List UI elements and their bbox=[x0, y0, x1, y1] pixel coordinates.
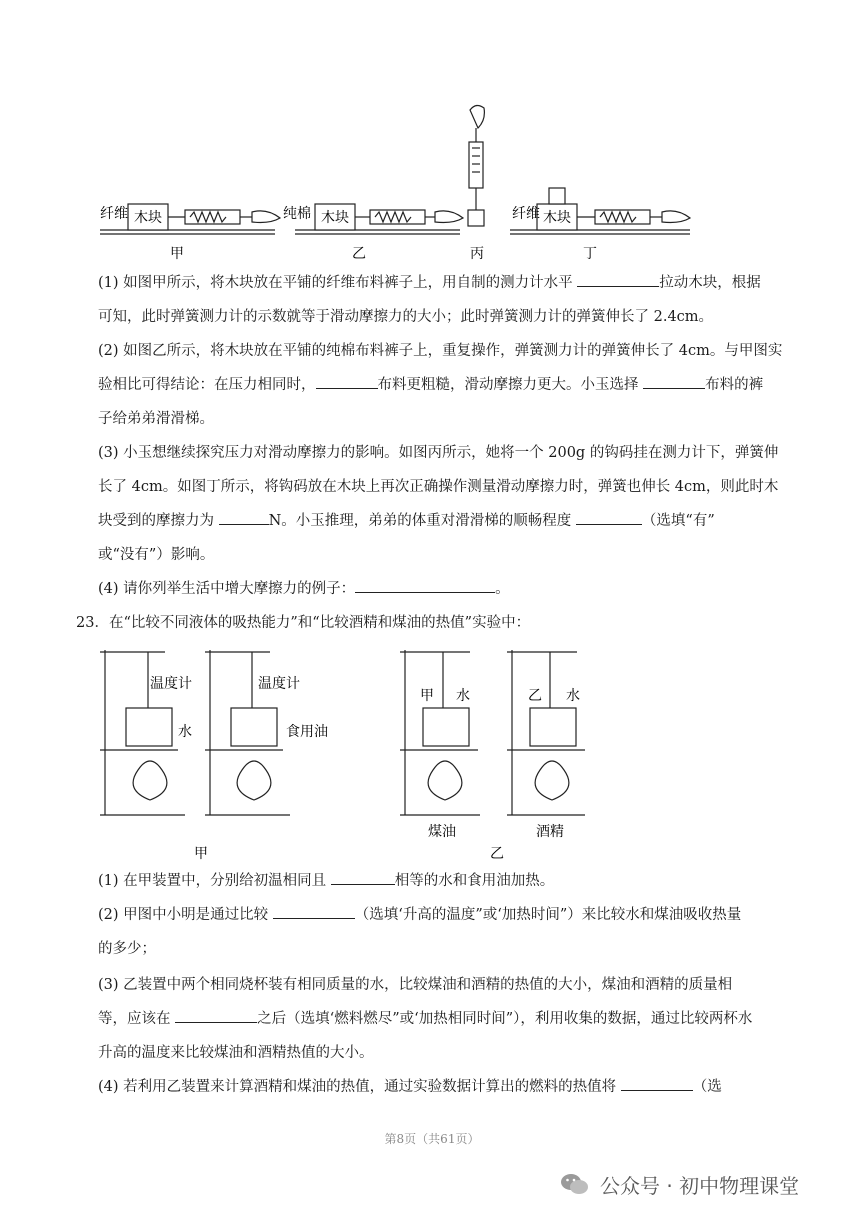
answer-blank[interactable] bbox=[576, 510, 642, 525]
answer-blank[interactable] bbox=[273, 904, 355, 919]
answer-blank[interactable] bbox=[316, 374, 378, 389]
q23-p2c: 的多少； bbox=[98, 941, 156, 957]
q22-p2c: 布料更粗糙，滑动摩擦力更大。小玉选择 bbox=[377, 377, 644, 393]
q22-p3a: (3) 小玉想继续探究压力对滑动摩擦力的影响。如图丙所示，她将一个 200g 的钩码挂在测力计下，弹簧伸 bbox=[98, 445, 779, 461]
q22-p4b: 。 bbox=[495, 581, 510, 597]
label-fiber-2: 纤维 bbox=[512, 206, 540, 222]
q23-p4a: (4) 若利用乙装置来计算酒精和煤油的热值，通过实验数据计算出的燃料的热值将 bbox=[98, 1079, 621, 1095]
q22-part3 bbox=[98, 436, 794, 572]
q22-part1 bbox=[98, 266, 794, 334]
watermark bbox=[560, 1170, 799, 1199]
q23-part3 bbox=[98, 968, 794, 1070]
watermark-text: 公众号 · 初中物理课堂 bbox=[600, 1174, 800, 1198]
q23-p1b: 相等的水和食用油加热。 bbox=[394, 873, 555, 889]
caption-jia: 甲 bbox=[170, 246, 184, 262]
label-oil: 食用油 bbox=[286, 724, 328, 740]
q22-p3b: 长了 4cm。如图丁所示，将钩码放在木块上再次正确操作测量滑动摩擦力时，弹簧也伸长 4cm，则此时木 bbox=[98, 479, 779, 495]
answer-blank[interactable] bbox=[219, 510, 269, 525]
q22-p3d: N。小玉推理，弟弟的体重对滑滑梯的顺畅程度 bbox=[268, 513, 576, 529]
q23-part1 bbox=[98, 864, 794, 898]
caption-bing: 丙 bbox=[470, 246, 484, 262]
q22-p2e: 子给弟弟滑滑梯。 bbox=[98, 411, 214, 427]
label-block-3: 木块 bbox=[543, 210, 571, 226]
q22-p3e: （选填“有” bbox=[641, 513, 715, 529]
q23-p3b: 等，应该在 bbox=[98, 1011, 176, 1027]
caption-ding: 丁 bbox=[583, 246, 597, 262]
figure-friction-setup bbox=[90, 100, 710, 265]
label-water-3: 水 bbox=[566, 688, 580, 704]
answer-blank[interactable] bbox=[643, 374, 705, 389]
label-water-1: 水 bbox=[178, 724, 192, 740]
caption-jia-23: 甲 bbox=[194, 846, 208, 862]
figure-heating-setup bbox=[90, 640, 630, 865]
q22-p1b: 拉动木块，根据 bbox=[659, 275, 761, 291]
q22-p3f: 或“没有”）影响。 bbox=[98, 547, 215, 563]
label-jia-small: 甲 bbox=[420, 688, 434, 704]
q22-p2d: 布料的裤 bbox=[705, 377, 764, 393]
label-thermometer-1: 温度计 bbox=[150, 676, 192, 692]
label-alcohol: 酒精 bbox=[536, 824, 564, 840]
caption-yi-23: 乙 bbox=[490, 846, 504, 862]
label-cotton: 纯棉 bbox=[283, 206, 311, 222]
q22-part2 bbox=[98, 334, 794, 436]
label-water-2: 水 bbox=[456, 688, 470, 704]
q22-p4a: (4) 请你列举生活中增大摩擦力的例子： bbox=[98, 581, 356, 597]
label-fiber-1: 纤维 bbox=[100, 206, 128, 222]
q23-title-text: 23．在“比较不同液体的吸热能力”和“比较酒精和煤油的热值”实验中： bbox=[76, 615, 531, 631]
q22-p1a: (1) 如图甲所示，将木块放在平铺的纤维布料裤子上，用自制的测力计水平 bbox=[98, 275, 578, 291]
q23-p2b: （选填‘升高的温度”或‘加热时间”）来比较水和煤油吸收热量 bbox=[354, 907, 742, 923]
page-footer: 第8页（共61页） bbox=[384, 1132, 480, 1146]
answer-blank[interactable] bbox=[577, 272, 659, 287]
q23-part2 bbox=[98, 898, 794, 966]
q23-title bbox=[76, 606, 794, 640]
q22-p2a: (2) 如图乙所示，将木块放在平铺的纯棉布料裤子上，重复操作，弹簧测力计的弹簧伸长了 4cm。与甲图实 bbox=[98, 343, 783, 359]
q23-p1a: (1) 在甲装置中，分别给初温相同且 bbox=[98, 873, 331, 889]
q23-part4 bbox=[98, 1070, 794, 1104]
label-block-2: 木块 bbox=[321, 210, 349, 226]
q22-p2b: 验相比可得结论：在压力相同时， bbox=[98, 377, 316, 393]
answer-blank[interactable] bbox=[331, 870, 395, 885]
answer-blank[interactable] bbox=[175, 1008, 257, 1023]
q23-p4b: （选 bbox=[692, 1079, 722, 1095]
q23-p3a: (3) 乙装置中两个相同烧杯装有相同质量的水，比较煤油和酒精的热值的大小，煤油和酒精的质量相 bbox=[98, 977, 733, 993]
q23-p3c: 之后（选填‘燃料燃尽”或‘加热相同时间”），利用收集的数据，通过比较两杯水 bbox=[257, 1011, 753, 1027]
label-yi-small: 乙 bbox=[528, 688, 542, 704]
answer-blank[interactable] bbox=[355, 578, 495, 593]
label-thermometer-2: 温度计 bbox=[258, 676, 300, 692]
q22-p3c: 块受到的摩擦力为 bbox=[98, 513, 219, 529]
q22-p1c: 可知，此时弹簧测力计的示数就等于滑动摩擦力的大小；此时弹簧测力计的弹簧伸长了 2.4cm。 bbox=[98, 309, 714, 325]
caption-yi: 乙 bbox=[352, 246, 366, 262]
q23-p3d: 升高的温度来比较煤油和酒精热值的大小。 bbox=[98, 1045, 374, 1061]
q22-part4 bbox=[98, 572, 794, 606]
wechat-icon bbox=[560, 1172, 590, 1198]
answer-blank[interactable] bbox=[621, 1076, 693, 1091]
q23-p2a: (2) 甲图中小明是通过比较 bbox=[98, 907, 273, 923]
label-block-1: 木块 bbox=[134, 210, 162, 226]
label-kerosene: 煤油 bbox=[428, 824, 456, 840]
